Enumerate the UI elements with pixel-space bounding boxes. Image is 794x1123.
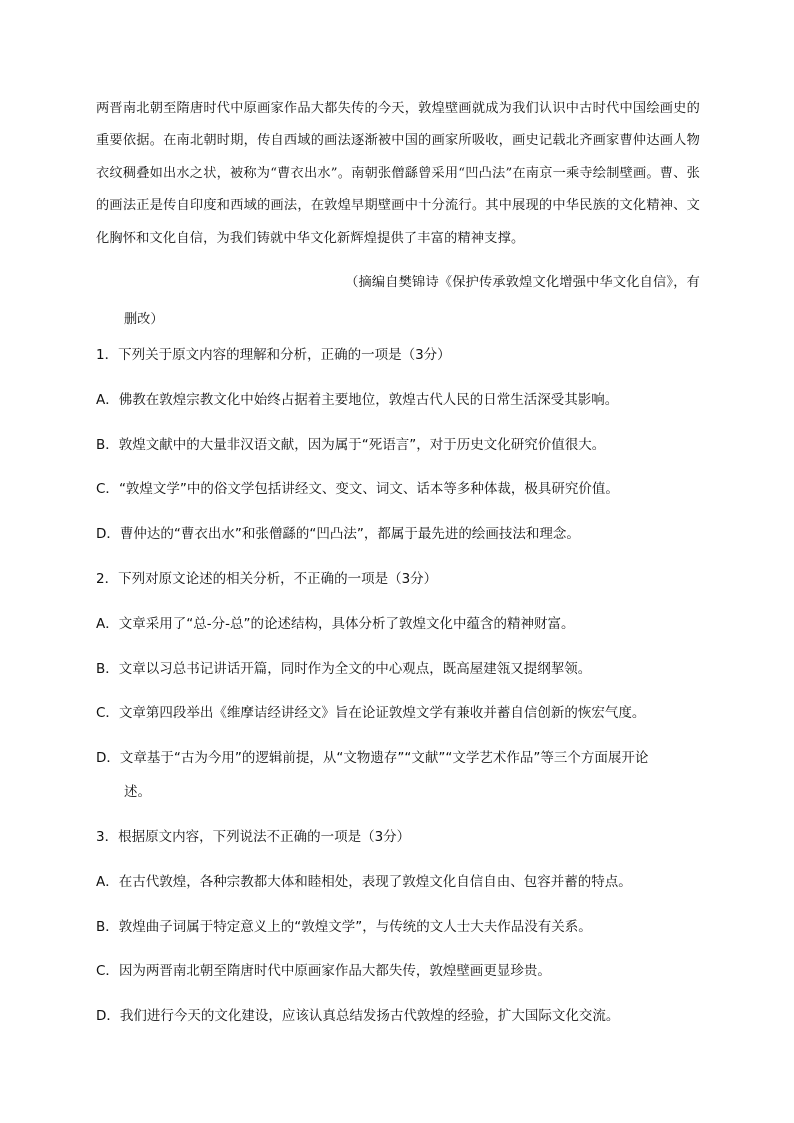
option-tag: C． (96, 705, 119, 722)
question-text: 下列对原文论述的相关分析，不正确的一项是（3分） (118, 570, 438, 587)
passage-line: 两晋南北朝至隋唐时代中原画家作品大都失传的今天，敦煌壁画就成为我们认识中古时代中国绘画 (96, 101, 674, 116)
source-line: （摘编自樊锦诗《保护传承敦煌文化增强中华文化自信》，有 (345, 275, 700, 290)
passage-line: 史的重要依据。在南北朝时期，传自西域的画法逐渐被中国的画家所吸收，画史记载北齐画家曹仲 (96, 101, 700, 149)
option-text: 因为两晋南北朝至隋唐时代中原画家作品大都失传，敦煌壁画更显珍贵。 (118, 963, 551, 980)
passage-line: 制壁画。曹、张的画法正是传自印度和西域的画法，在敦煌早期壁画中十分流行。其中展现的中华 (96, 165, 700, 214)
option-tag: B． (96, 660, 119, 677)
option-b (96, 652, 700, 697)
option-tag: D． (96, 526, 120, 543)
option-text: 敦煌文献中的大量非汉语文献，因为属于“死语言”，对于历史文化研究价值很大。 (118, 436, 606, 453)
option-tag: D． (96, 750, 120, 767)
option-a (96, 865, 700, 910)
option-c (96, 472, 700, 517)
option-a (96, 607, 700, 652)
passage-paragraph (96, 93, 700, 255)
option-text: 在古代敦煌，各种宗教都大体和睦相处，表现了敦煌文化自信自由、包容并蓄的特点。 (118, 873, 632, 890)
source-line: 删改） (124, 312, 164, 327)
question-1 (96, 338, 700, 562)
option-text: 曹仲达的“曹衣出水”和张僧繇的“凹凸法”，都属于最先进的绘画技法和理念。 (119, 526, 580, 543)
option-text: 我们进行今天的文化建设，应该认真总结发扬古代敦煌的经验，扩大国际文化交流。 (119, 1008, 620, 1025)
option-text: 佛教在敦煌宗教文化中始终占据着主要地位，敦煌古代人民的日常生活深受其影响。 (118, 391, 619, 408)
source-citation (96, 264, 700, 338)
option-b (96, 910, 700, 955)
question-number: 3． (96, 828, 119, 845)
question-stem (96, 338, 700, 383)
option-c (96, 696, 700, 741)
question-text: 下列关于原文内容的理解和分析，正确的一项是（3分） (118, 347, 451, 363)
question-3 (96, 820, 700, 1044)
option-c (96, 954, 700, 999)
option-continuation: 述。 (124, 784, 151, 801)
option-d (96, 999, 700, 1044)
option-tag: B． (96, 918, 119, 935)
option-tag: A． (96, 391, 119, 408)
option-text: 文章采用了“总-分-总”的论述结构，具体分析了敦煌文化中蕴含的精神财富。 (118, 615, 575, 632)
option-tag: B． (96, 436, 119, 453)
option-b (96, 428, 700, 473)
option-text: 敦煌曲子词属于特定意义上的“敦煌文学”，与传统的文人士大夫作品没有关系。 (118, 918, 592, 935)
option-tag: C． (96, 481, 119, 498)
option-text: 文章第四段举出《维摩诘经讲经文》旨在论证敦煌文学有兼收并蓄自信创新的恢宏气度。 (118, 705, 646, 722)
question-number: 1． (96, 347, 119, 363)
passage-line: 民族的文化精神、文化胸怀和文化自信，为我们铸就中华文化新辉煌提供了丰富的精神支撑。 (96, 198, 700, 246)
option-d (96, 517, 700, 562)
option-d (96, 741, 700, 775)
question-number: 2． (96, 570, 119, 587)
option-tag: A． (96, 873, 119, 890)
option-text: 文章以习总书记讲话开篇，同时作为全文的中心观点，既高屋建瓴又提纲挈领。 (118, 660, 592, 677)
question-stem (96, 562, 700, 607)
option-tag: A． (96, 615, 119, 632)
question-stem (96, 820, 700, 865)
option-a (96, 383, 700, 428)
question-text: 根据原文内容，下列说法不正确的一项是（3分） (118, 828, 411, 845)
question-list (96, 338, 700, 1044)
option-text: 文章基于“古为今用”的逻辑前提，从“文物遗存”“文献”“文学艺术作品”等三个方面展开论 (119, 750, 649, 767)
passage-line: 达画人物衣纹稠叠如出水之状，被称为“曹衣出水”。南朝张僧繇曾采用“凹凸法”在南京一乘寺绘 (96, 133, 700, 181)
option-tag: C． (96, 963, 119, 980)
option-tag: D． (96, 1008, 120, 1025)
option-text: “敦煌文学”中的俗文学包括讲经文、变文、词文、话本等多种体裁，极具研究价值。 (118, 481, 619, 498)
question-2 (96, 562, 700, 820)
